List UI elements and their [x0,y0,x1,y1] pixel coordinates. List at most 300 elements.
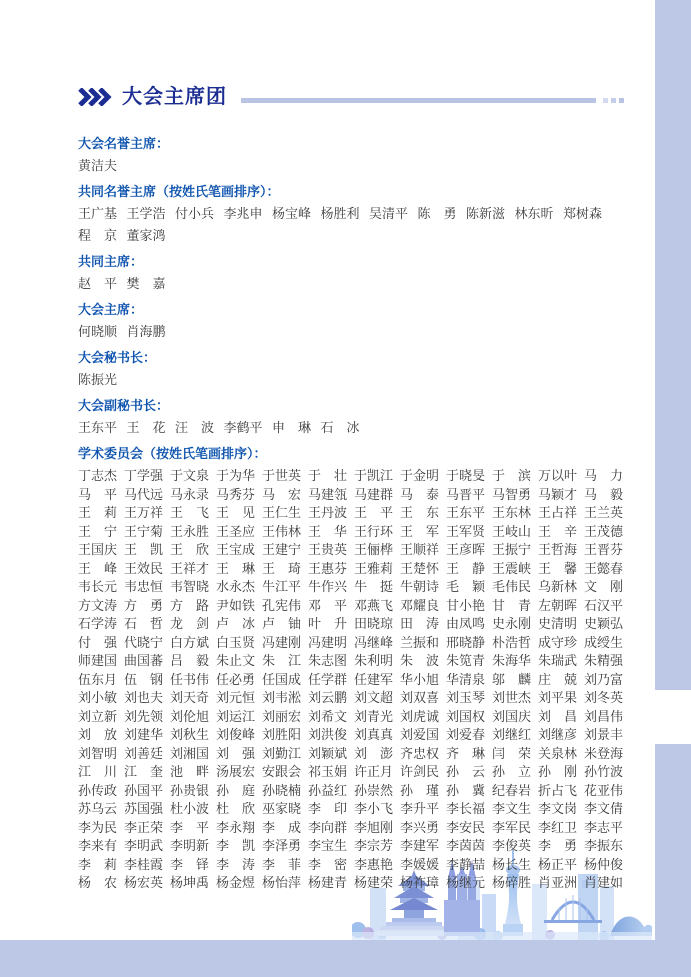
person-name: 朱笕青 [446,653,486,668]
person-name: 杨建青 [308,875,348,890]
person-name: 李印 [308,801,347,816]
committee-name-row [78,579,624,594]
person-name: 花亚伟 [584,782,624,798]
person-name: 王峰 [78,560,117,576]
person-name: 王东平 [78,420,118,435]
rule-dot [611,98,616,103]
person-name: 朱江 [262,653,301,668]
person-name: 刘国庆 [492,708,532,724]
person-name: 纪春岩 [492,782,532,798]
rule-dot [619,98,624,103]
section-label: 大会名誉主席： [78,136,170,151]
person-name: 孙刚 [538,764,577,779]
person-name: 李平 [170,819,209,835]
person-name: 黄洁夫 [78,158,118,173]
person-name: 王圣应 [216,523,256,539]
person-name: 李红卫 [538,819,578,835]
person-name: 杨长生 [492,856,532,872]
committee-name-row [78,561,624,576]
person-name: 杨仲俊 [584,856,624,872]
person-name: 许正月 [354,764,394,779]
committee-name-row [78,727,624,742]
person-name: 刘国权 [446,708,486,724]
person-name: 肖海鹏 [126,324,166,339]
committee-name-row [78,875,624,890]
person-name: 王效民 [124,560,164,576]
person-name: 王见 [216,505,255,520]
person-name: 马宏 [262,486,301,502]
person-name: 水永杰 [216,579,256,594]
person-name: 刘放 [78,727,117,742]
person-name: 何晓顺 [78,324,118,339]
person-name: 王宁菊 [124,523,164,539]
person-name: 冯建刚 [262,634,302,650]
person-name: 刘昌伟 [584,708,624,724]
person-name: 苏乌云 [78,801,118,816]
person-name: 折占飞 [538,782,578,798]
person-name: 付强 [78,634,117,650]
section-name-row [78,158,624,174]
person-name: 李安民 [446,819,486,835]
person-name: 杨胜利 [320,206,360,221]
person-name: 刘洪俊 [308,727,348,742]
person-name: 李明武 [124,838,164,853]
person-name: 华清泉 [446,671,486,687]
person-name: 刘湘国 [170,745,210,761]
person-name: 石学涛 [78,616,118,631]
person-name: 刘小敏 [78,690,118,705]
person-name: 史颖弘 [584,616,624,631]
person-name: 任学群 [308,671,348,687]
person-name: 于凯江 [354,468,394,483]
person-name: 史永刚 [492,616,532,631]
person-name: 王伟林 [262,523,302,539]
person-name: 李涛 [216,856,255,872]
page-title: 大会主席团 [122,86,227,108]
person-name: 左朝晖 [538,597,578,613]
section-label: 共同名誉主席（按姓氏笔画排序）： [78,184,280,199]
committee-name-row [78,709,624,724]
person-name: 程京 [78,228,117,243]
person-name: 于为华 [216,468,256,483]
person-name: 李泽勇 [262,838,302,853]
person-name: 李文倩 [584,801,624,816]
person-name: 马永录 [170,486,210,502]
person-name: 刘景丰 [584,727,624,742]
person-name: 由凤鸣 [446,616,486,631]
person-name: 刘秋生 [170,727,210,742]
person-name: 王震峡 [492,560,532,576]
page-header [78,84,624,110]
person-name: 王静 [446,560,485,576]
person-name: 叶升 [308,616,347,631]
person-name: 刘强 [216,745,255,761]
person-name: 庄兢 [538,671,577,687]
person-name: 刘继红 [492,727,532,742]
person-name: 成绶生 [584,634,624,650]
person-name: 马建瓴 [308,486,348,502]
person-name: 江奎 [124,764,163,779]
triple-chevron-icon [78,88,112,106]
person-name: 李长福 [446,801,486,816]
person-name: 闫荣 [492,745,531,761]
committee-name-row [78,598,624,613]
person-name: 李向群 [308,819,348,835]
person-name: 杜欣 [216,801,255,816]
person-name: 冯继峰 [354,634,394,650]
person-name: 李升平 [400,801,440,816]
person-name: 李永翔 [216,819,256,835]
person-name: 王祥才 [170,560,210,576]
person-name: 苏国强 [124,801,164,816]
person-name: 任书伟 [170,671,210,687]
section [78,136,624,174]
person-name: 于文泉 [170,468,210,483]
committee-name-row [78,487,624,502]
person-name: 邢晓静 [446,634,486,650]
person-name: 陈勇 [417,206,457,221]
header-rule-dots [600,98,624,103]
person-name: 曲国蕃 [124,653,164,668]
right-accent-bar-top [655,0,691,690]
person-name: 刘俊峰 [216,727,256,742]
section-name-row [78,206,624,244]
person-name: 朱海华 [492,653,532,668]
person-name: 王岐山 [492,523,532,539]
person-name: 李为民 [78,819,118,835]
committee-name-row [78,653,624,668]
person-name: 华小旭 [400,671,440,687]
person-name: 丁志杰 [78,468,118,483]
person-name: 王辛 [538,523,577,539]
person-name: 郑树森 [563,206,603,221]
person-name: 刘澎 [354,745,393,761]
person-name: 李旭刚 [354,819,394,835]
person-name: 孙贵银 [170,782,210,798]
person-name: 白方斌 [170,634,210,650]
committee-name-row [78,524,624,539]
person-name: 王欣 [170,542,209,557]
person-name: 刘颖斌 [308,745,348,761]
section [78,398,624,436]
committee-name-row [78,746,624,761]
person-name: 赵平 [78,276,117,291]
section [78,350,624,388]
person-name: 杨宏英 [124,875,164,890]
person-name: 吴清平 [369,206,409,221]
person-name: 方路 [170,597,209,613]
person-name: 王彦晖 [446,542,486,557]
section-name-row [78,372,624,388]
person-name: 王华 [308,523,347,539]
person-name: 樊嘉 [126,276,166,291]
person-name: 李宗芳 [354,838,394,853]
person-name: 刘爱春 [446,727,486,742]
person-name: 石汉平 [584,597,624,613]
person-name: 杨祚璋 [400,875,440,890]
section-label: 学术委员会（按姓氏笔画排序）： [78,446,267,461]
person-name: 陈振光 [78,372,118,387]
person-name: 李媛媛 [400,856,440,872]
person-name: 祁玉娟 [308,764,348,779]
committee-name-row [78,505,624,520]
person-name: 刘胜阳 [262,727,302,742]
person-name: 孙晓楠 [262,782,302,798]
section-label: 共同主席： [78,254,144,269]
person-name: 杨坤禹 [170,875,210,890]
person-name: 池畔 [170,764,209,779]
committee-name-row [78,857,624,872]
person-name: 刘乃富 [584,671,624,687]
person-name: 李静喆 [446,856,486,872]
person-name: 卢冰 [216,616,255,631]
committee-name-row [78,764,624,779]
person-name: 韦长元 [78,579,118,594]
person-name: 王军 [400,523,439,539]
person-name: 韦智晓 [170,579,210,594]
person-name: 李振东 [584,838,624,853]
person-name: 王花 [126,420,166,435]
person-name: 刘世杰 [492,690,532,705]
person-name: 刘元恒 [216,690,256,705]
person-name: 牛朝诗 [400,579,440,594]
person-name: 孙冀 [446,782,485,798]
person-name: 汤展宏 [216,764,256,779]
person-name: 王军贤 [446,523,486,539]
person-name: 朴浩哲 [492,634,532,650]
person-name: 汪波 [175,420,214,435]
person-name: 王莉 [78,505,117,520]
person-name: 王占祥 [538,505,578,520]
person-name: 杨碎胜 [492,875,532,890]
committee-name-row [78,690,624,705]
person-name: 李志平 [584,819,624,835]
person-name: 杨金煜 [216,875,256,890]
person-name: 方勇 [124,597,163,613]
person-name: 李菲 [262,856,301,872]
person-name: 毛颖 [446,579,485,594]
person-name: 王丹波 [308,505,348,520]
person-name: 方文涛 [78,597,118,613]
person-name: 毛伟民 [492,579,532,594]
section-name-row [78,420,624,436]
person-name: 王建宁 [262,542,302,557]
person-name: 孙益红 [308,782,348,798]
person-name: 刘运江 [216,708,256,724]
person-name: 朱利明 [354,653,394,668]
person-name: 尹如铁 [216,597,256,613]
person-name: 刘玉琴 [446,690,486,705]
person-name: 杨建荣 [354,875,394,890]
person-name: 马毅 [584,486,623,502]
person-name: 李建军 [400,838,440,853]
person-name: 王晋芬 [584,542,624,557]
person-name: 王行环 [354,523,394,539]
person-name: 李密 [308,856,347,872]
person-name: 申琳 [272,420,311,435]
person-name: 李茵茵 [446,838,486,853]
person-name: 兰振和 [400,634,440,650]
person-name: 刘建华 [124,727,164,742]
person-name: 邓燕飞 [354,597,394,613]
person-name: 甘青 [492,597,531,613]
person-name: 任必勇 [216,671,256,687]
section-label: 大会副秘书长： [78,398,170,413]
person-name: 任建军 [354,671,394,687]
person-name: 朱止文 [216,653,256,668]
person-name: 史清明 [538,616,578,631]
person-name: 付小兵 [175,206,215,221]
person-name: 齐忠权 [400,745,440,761]
person-name: 王琳 [216,560,255,576]
person-name: 马平 [78,486,117,502]
person-name: 肖建如 [584,875,624,890]
person-name: 刘爱国 [400,727,440,742]
person-name: 刘继彦 [538,727,578,742]
person-name: 马泰 [400,486,439,502]
person-name: 牛作兴 [308,579,348,594]
person-name: 王雅莉 [354,560,394,576]
person-name: 龙剑 [170,616,209,631]
person-name: 李成 [262,819,301,835]
person-name: 杨继元 [446,875,486,890]
person-name: 刘善廷 [124,745,164,761]
person-name: 王国庆 [78,542,118,557]
person-name: 刘虎诚 [400,708,440,724]
person-name: 米登海 [584,745,624,761]
person-name: 卢铀 [262,616,301,631]
committee-name-row [78,468,624,483]
person-name: 邬麟 [492,671,531,687]
person-name: 朱瑞武 [538,653,578,668]
person-name: 韦忠恒 [124,579,164,594]
sections [78,136,624,890]
person-name: 许剑民 [400,764,440,779]
person-name: 王馨 [538,560,577,576]
section-label: 大会主席： [78,302,144,317]
person-name: 孙竹波 [584,764,624,779]
person-name: 李惠艳 [354,856,394,872]
person-name: 乌新林 [538,579,578,594]
person-name: 李正荣 [124,819,164,835]
person-name: 李俊英 [492,838,532,853]
person-name: 孙立 [492,764,531,779]
person-name: 朱精强 [584,653,624,668]
bottom-accent-strip [0,940,691,977]
person-name: 齐琳 [446,745,485,761]
person-name: 王茂德 [584,523,624,539]
person-name: 刘智明 [78,745,118,761]
person-name: 王东林 [492,505,532,520]
person-name: 李来有 [78,838,118,853]
person-name: 刘也夫 [124,690,164,705]
person-name: 李鹤平 [223,420,263,435]
person-name: 刘勤江 [262,745,302,761]
section-label: 大会秘书长： [78,350,157,365]
person-name: 代晓宁 [124,634,164,650]
person-name: 王顺祥 [400,542,440,557]
person-name: 刘韦淞 [262,690,302,705]
person-name: 李凯 [216,838,255,853]
person-name: 马晋平 [446,486,486,502]
person-name: 伍钢 [124,671,163,687]
person-name: 王东平 [446,505,486,520]
person-name: 王东 [400,505,439,520]
person-name: 刘希文 [308,708,348,724]
person-name: 刘平果 [538,690,578,705]
person-name: 董家鸿 [126,228,166,243]
person-name: 关泉林 [538,745,578,761]
person-name: 田涛 [400,616,439,631]
person-name: 于金明 [400,468,440,483]
person-name: 于壮 [308,468,347,483]
section [78,446,624,890]
person-name: 王凯 [124,542,163,557]
person-name: 刘双喜 [400,690,440,705]
person-name: 牛江平 [262,579,302,594]
person-name: 邓平 [308,597,347,613]
person-name: 孔宪伟 [262,597,302,613]
person-name: 李莉 [78,856,117,872]
person-name: 江川 [78,764,117,779]
person-name: 任国成 [262,671,302,687]
person-name: 杨农 [78,875,117,890]
person-name: 李文岗 [538,801,578,816]
person-name: 李勇 [538,838,577,853]
person-name: 杨怡萍 [262,875,302,890]
person-name: 李宝生 [308,838,348,853]
committee-name-row [78,838,624,853]
person-name: 丁学强 [124,468,164,483]
person-name: 王广基 [78,206,118,221]
person-name: 孙崇然 [354,782,394,798]
person-name: 朱波 [400,653,439,668]
section [78,254,624,292]
person-name: 杨宝峰 [272,206,312,221]
person-name: 王永胜 [170,523,210,539]
person-name: 刘伦旭 [170,708,210,724]
person-name: 王飞 [170,505,209,520]
person-name: 陈新滋 [466,206,506,221]
person-name: 李军民 [492,819,532,835]
ground-wash [352,932,652,940]
committee-name-row [78,783,624,798]
person-name: 王惠芬 [308,560,348,576]
section [78,302,624,340]
person-name: 刘先领 [124,708,164,724]
person-name: 成守珍 [538,634,578,650]
committee-name-row [78,801,624,816]
person-name: 王俪桦 [354,542,394,557]
person-name: 王平 [354,505,393,520]
person-name: 马秀芬 [216,486,256,502]
person-name: 刘立新 [78,708,118,724]
person-name: 马力 [584,468,623,483]
committee-name-row [78,635,624,650]
person-name: 万以叶 [538,468,578,483]
person-name: 马代远 [124,486,164,502]
person-name: 牛挺 [354,579,393,594]
person-name: 文刚 [584,579,623,594]
person-name: 林东昕 [514,206,554,221]
person-name: 冯建明 [308,634,348,650]
person-name: 王万祥 [124,505,164,520]
person-name: 田晓琼 [354,616,394,631]
person-name: 李兴勇 [400,819,440,835]
person-name: 李明新 [170,838,210,853]
person-name: 马建群 [354,486,394,502]
person-name: 刘昌 [538,708,577,724]
